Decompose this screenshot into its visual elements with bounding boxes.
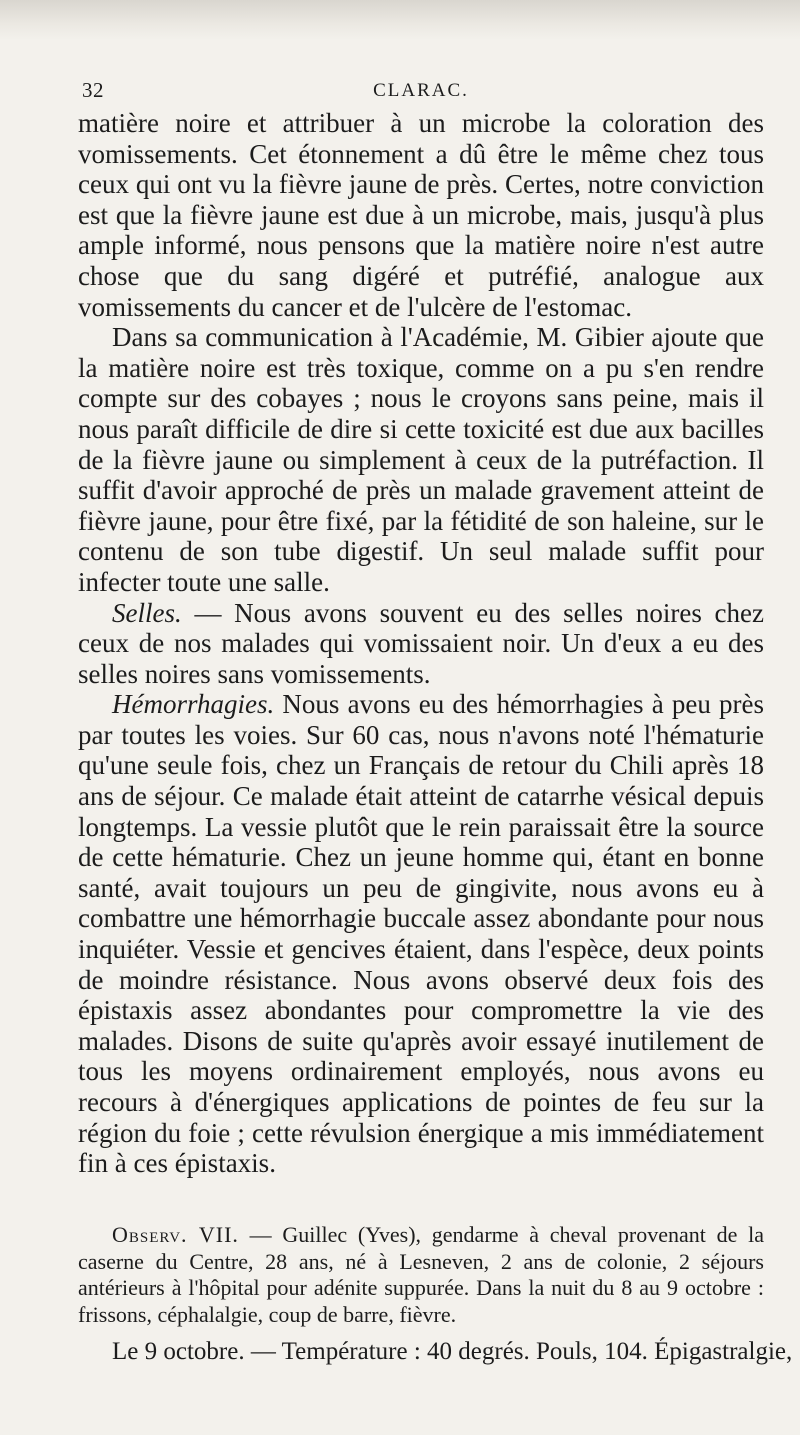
observation-date-line: Le 9 octobre. — Température : 40 degrés. Pouls, 104. Épigastralgie,	[112, 1338, 793, 1365]
paragraph-gibier: Dans sa communication à l'Académie, M. Gibier ajoute que la matière noire est très toxique, comme on a pu s'en rendre compte sur des cobayes ; nous le croyons sans peine, mais il nous paraît difficile de dire si cette toxicité est due aux bacilles de la fièvre jaune ou simplement à ceux de la putréfaction. Il suffit d'avoir approché de près un malade gravement atteint de fièvre jaune, pour être fixé, par la fétidité de son haleine, sur le contenu de son tube digestif. Un seul malade suffit pour infecter toute une salle.	[78, 322, 764, 597]
running-head: CLARAC.	[373, 80, 469, 101]
paragraph-continuation: matière noire et attribuer à un microbe la coloration des vomissements. Cet étonnement a dû être le même chez tous ceux qui ont vu la fièvre jaune de près. Certes, notre conviction est que la fièvre jaune est due à un microbe, mais, jusqu'à plus ample informé, nous pensons que la matière noire n'est autre chose que du sang digéré et putréfié, analogue aux vomissements du cancer et de l'ulcère de l'estomac.	[78, 108, 764, 322]
observation-note	[78, 1222, 764, 1328]
paragraph-selles	[78, 598, 764, 690]
observation-label: Observ. VII.	[112, 1222, 239, 1247]
paragraph-hemorrhagies	[78, 689, 764, 1179]
section-heading-selles: Selles.	[112, 597, 182, 628]
section-heading-hemorrhagies: Hémorrhagies.	[112, 689, 275, 720]
page-number: 32	[82, 78, 104, 102]
paragraph-selles-text: — Nous avons souvent eu des selles noires chez ceux de nos malades qui vomissaient noir. Un d'eux a eu des selles noires sans vomissements.	[78, 597, 764, 689]
main-text	[78, 108, 764, 1179]
observation-text: — Guillec (Yves), gendarme à cheval provenant de la caserne du Centre, 28 ans, né à Lesneven, 2 ans de colonie, 2 séjours antérieurs à l'hôpital pour adénite suppurée. Dans la nuit du 8 au 9 octobre : frissons, céphalalgie, coup de barre, fièvre.	[78, 1222, 764, 1327]
paragraph-hemorrhagies-text: Nous avons eu des hémorrhagies à peu près par toutes les voies. Sur 60 cas, nous n'avons noté l'hématurie qu'une seule fois, chez un Français de retour du Chili après 18 ans de séjour. Ce malade était atteint de catarrhe vésical depuis longtemps. La vessie plutôt que le rein paraissait être la source de cette hématurie. Chez un jeune homme qui, étant en bonne santé, avait toujours un peu de gingivite, nous avons eu à combattre une hémorrhagie buccale assez abondante pour nous inquiéter. Vessie et gencives étaient, dans l'espèce, deux points de moindre résistance. Nous avons observé deux fois des épistaxis assez abondantes pour compromettre la vie des malades. Disons de suite qu'après avoir essayé inutilement de tous les moyens ordinairement employés, nous avons eu recours à d'énergiques applications de pointes de feu sur la région du foie ; cette révulsion énergique a mis immédiatement fin à ces épistaxis.	[78, 689, 764, 1179]
page-header	[76, 78, 766, 104]
observation-paragraph	[78, 1222, 764, 1328]
